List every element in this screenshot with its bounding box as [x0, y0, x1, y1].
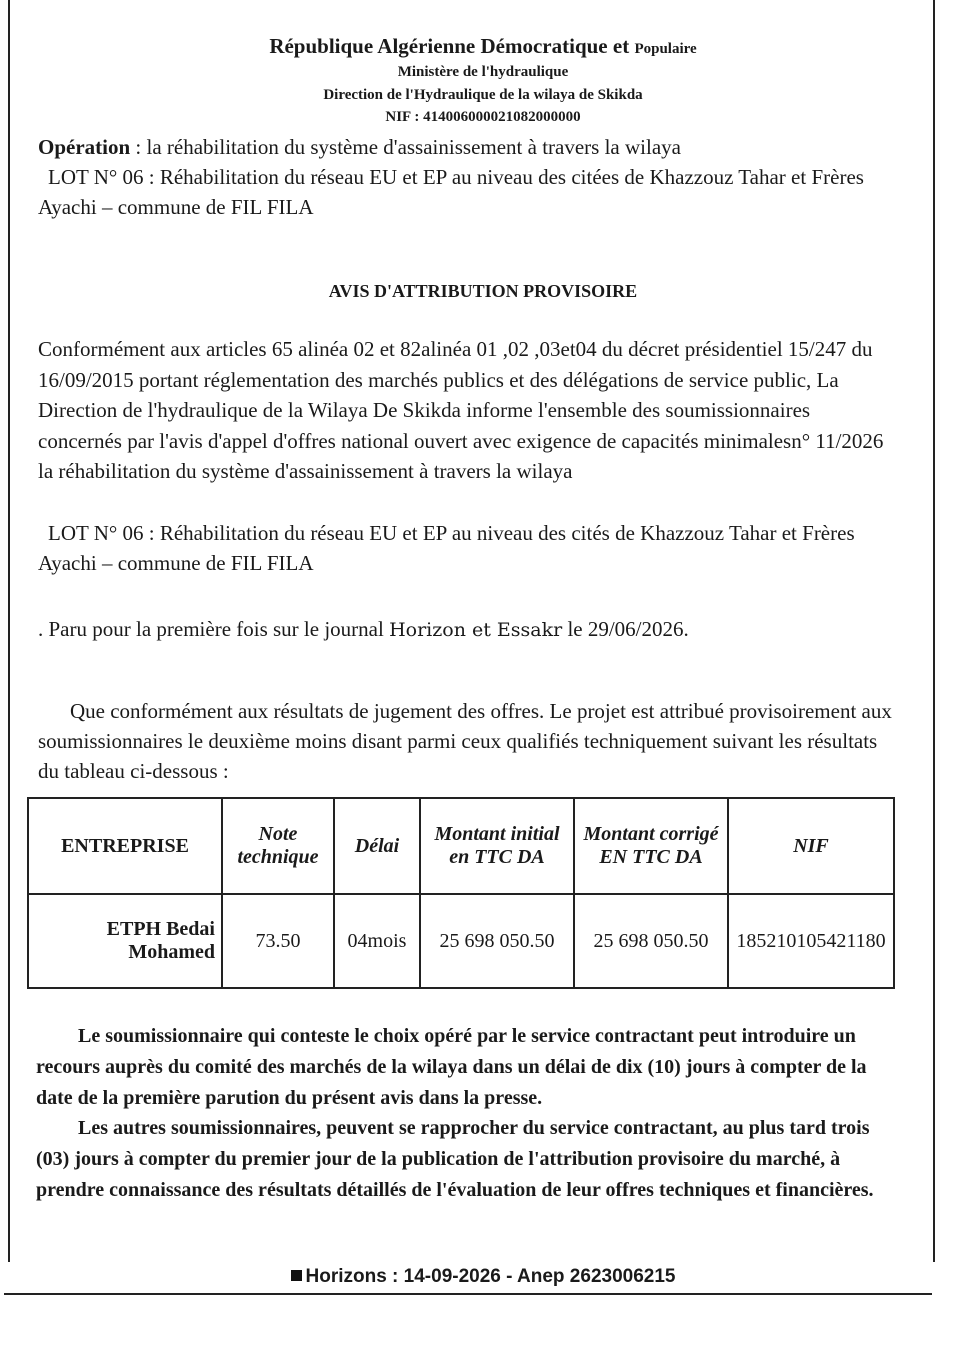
cell-delai: 04mois	[334, 894, 420, 988]
cell-entreprise: ETPH Bedai Mohamed	[28, 894, 222, 988]
header-montant-corrige: Montant corrigé EN TTC DA	[574, 798, 728, 894]
lot2-text: LOT N° 06 : Réhabilitation du réseau EU et EP au niveau des cités de Khazzouz Tahar et Frères Ayachi – commune de FIL FILA	[38, 521, 855, 575]
lot-description-top	[38, 162, 898, 222]
lot1-text: LOT N° 06 : Réhabilitation du réseau EU et EP au niveau des citées de Khazzouz Tahar et Frères Ayachi – commune de FIL FILA	[38, 165, 864, 219]
header-montant-initial: Montant initial en TTC DA	[420, 798, 574, 894]
right-border	[933, 0, 935, 1262]
cell-nif: 185210105421180	[728, 894, 894, 988]
autres-paragraph	[36, 1113, 896, 1206]
paru-before: . Paru pour la première fois sur le journal	[38, 617, 390, 641]
result-intro-paragraph	[38, 696, 898, 786]
republic-suffix: Populaire	[634, 41, 697, 57]
table-row	[28, 894, 894, 988]
direction-heading: Direction de l'Hydraulique de la wilaya de Skikda	[323, 87, 643, 103]
header-entreprise: ENTREPRISE	[28, 798, 222, 894]
operation-label: Opération	[38, 135, 131, 159]
cell-note: 73.50	[222, 894, 334, 988]
footer-text: Horizons : 14-09-2026 - Anep 2623006215	[305, 1266, 676, 1287]
publication-line	[38, 614, 898, 645]
square-bullet-icon	[291, 1270, 302, 1281]
cell-montant-corrige: 25 698 050.50	[574, 894, 728, 988]
paru-after: le 29/06/2026.	[562, 617, 689, 641]
bottom-rule	[4, 1293, 932, 1295]
footer-line	[0, 1266, 966, 1288]
header-note: Note technique	[222, 798, 334, 894]
autres-text: Les autres soumissionnaires, peuvent se rapprocher du service contractant, au plus tard trois (03) jours à compter du premier jour de la publication de l'attribution provisoire du marché, à prendre connaissance des résultats détaillés de l'évaluation de leur offres techniques et financières.	[36, 1117, 874, 1201]
nif-heading: NIF : 414006000021082000000	[385, 109, 581, 125]
operation-text: : la réhabilitation du système d'assainissement à travers la wilaya	[130, 135, 681, 159]
operation-line	[38, 132, 898, 162]
recours-paragraph	[36, 1021, 896, 1114]
results-table	[27, 797, 895, 989]
republic-text: République Algérienne Démocratique et	[269, 34, 630, 58]
result-intro-text: Que conformément aux résultats de jugement des offres. Le projet est attribué provisoirement aux soumissionnaires le deuxième moins disant parmi ceux qualifiés techniquement suivant les résultats du tableau ci-dessous :	[38, 699, 892, 783]
cell-montant-initial: 25 698 050.50	[420, 894, 574, 988]
ministry-heading: Ministère de l'hydraulique	[397, 64, 569, 80]
left-border	[8, 0, 10, 1262]
conformement-paragraph: Conformément aux articles 65 alinéa 02 et 82alinéa 01 ,02 ,03et04 du décret présidentiel 15/247 du 16/09/2015 portant réglementation des marchés publics et des délégations de service public, La Direction de l'hydraulique de la Wilaya De Skikda informe l'ensemble des soumissionnaires concernés par l'avis d'appel d'offres national ouvert avec exigence de capacités minimalesn° 11/2026 la réhabilitation du système d'assainissement à travers la wilaya	[38, 337, 884, 483]
lot-description-bottom	[38, 518, 898, 578]
header-nif: NIF	[728, 798, 894, 894]
journal-name: Horizon et Essakr	[389, 619, 563, 641]
republic-heading	[0, 34, 966, 59]
notice-title: AVIS D'ATTRIBUTION PROVISOIRE	[328, 281, 638, 301]
header-delai: Délai	[334, 798, 420, 894]
table-header-row	[28, 798, 894, 894]
recours-text: Le soumissionnaire qui conteste le choix opéré par le service contractant peut introduire un recours auprès du comité des marchés de la wilaya dans un délai de dix (10) jours à compter de la date de la première parution du présent avis dans la presse.	[36, 1025, 867, 1109]
